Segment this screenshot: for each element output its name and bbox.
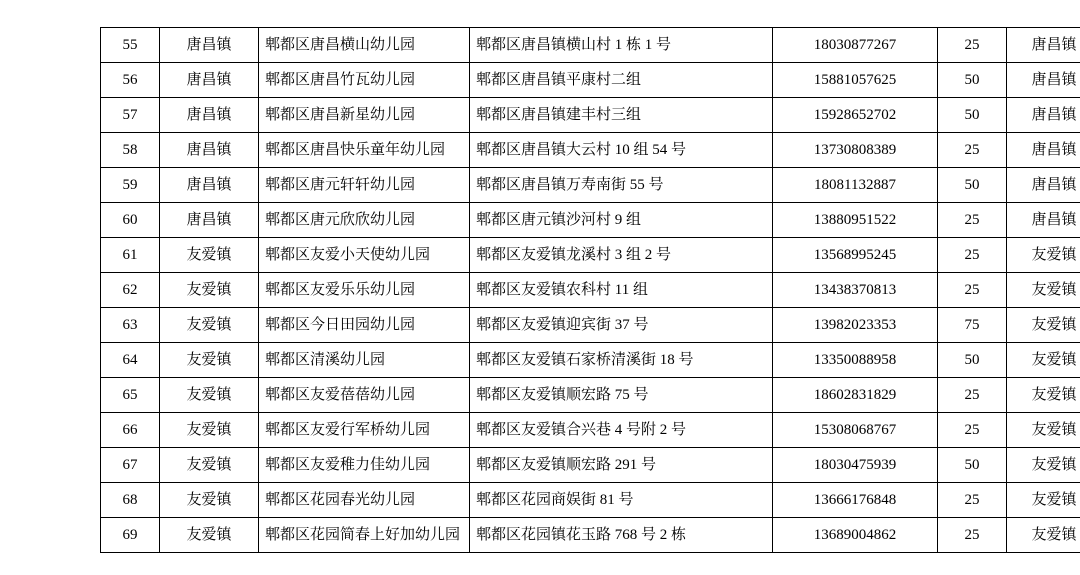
cell-address: 郫都区唐昌镇平康村二组: [470, 63, 773, 98]
cell-name: 郫都区友爱行军桥幼儿园: [259, 413, 470, 448]
cell-region: 唐昌镇: [1007, 98, 1080, 133]
cell-count: 50: [938, 63, 1007, 98]
cell-address: 郫都区友爱镇石家桥清溪街 18 号: [470, 343, 773, 378]
table-row: [101, 448, 1080, 483]
cell-name: 郫都区唐元轩轩幼儿园: [259, 168, 470, 203]
cell-name: 郫都区花园春光幼儿园: [259, 483, 470, 518]
cell-index: 64: [101, 343, 160, 378]
cell-town: 友爱镇: [160, 308, 259, 343]
cell-index: 66: [101, 413, 160, 448]
table-row: [101, 28, 1080, 63]
cell-index: 57: [101, 98, 160, 133]
cell-name: 郫都区友爱蓓蓓幼儿园: [259, 378, 470, 413]
cell-town: 唐昌镇: [160, 28, 259, 63]
cell-address: 郫都区花园商娱街 81 号: [470, 483, 773, 518]
cell-count: 50: [938, 448, 1007, 483]
cell-phone: 13568995245: [773, 238, 938, 273]
cell-index: 55: [101, 28, 160, 63]
cell-count: 25: [938, 28, 1007, 63]
cell-count: 50: [938, 343, 1007, 378]
table-row: [101, 238, 1080, 273]
cell-phone: 18030475939: [773, 448, 938, 483]
table-row: [101, 413, 1080, 448]
cell-name: 郫都区友爱乐乐幼儿园: [259, 273, 470, 308]
table-row: [101, 273, 1080, 308]
table-row: [101, 378, 1080, 413]
cell-town: 友爱镇: [160, 273, 259, 308]
table-row: [101, 98, 1080, 133]
cell-index: 67: [101, 448, 160, 483]
cell-region: 友爱镇: [1007, 518, 1080, 553]
table-row: [101, 168, 1080, 203]
cell-name: 郫都区唐元欣欣幼儿园: [259, 203, 470, 238]
cell-index: 60: [101, 203, 160, 238]
cell-index: 63: [101, 308, 160, 343]
cell-region: 唐昌镇: [1007, 28, 1080, 63]
cell-name: 郫都区今日田园幼儿园: [259, 308, 470, 343]
cell-region: 友爱镇: [1007, 238, 1080, 273]
cell-name: 郫都区唐昌竹瓦幼儿园: [259, 63, 470, 98]
cell-town: 友爱镇: [160, 518, 259, 553]
cell-name: 郫都区唐昌快乐童年幼儿园: [259, 133, 470, 168]
cell-phone: 13880951522: [773, 203, 938, 238]
cell-count: 75: [938, 308, 1007, 343]
cell-count: 25: [938, 133, 1007, 168]
cell-phone: 18030877267: [773, 28, 938, 63]
cell-count: 25: [938, 238, 1007, 273]
cell-name: 郫都区唐昌横山幼儿园: [259, 28, 470, 63]
table-row: [101, 203, 1080, 238]
cell-index: 65: [101, 378, 160, 413]
table-row: [101, 308, 1080, 343]
cell-count: 25: [938, 273, 1007, 308]
cell-address: 郫都区唐昌镇万寿南街 55 号: [470, 168, 773, 203]
cell-town: 友爱镇: [160, 378, 259, 413]
table-row: [101, 483, 1080, 518]
cell-town: 唐昌镇: [160, 168, 259, 203]
cell-name: 郫都区友爱稚力佳幼儿园: [259, 448, 470, 483]
cell-name: 郫都区友爱小天使幼儿园: [259, 238, 470, 273]
cell-count: 25: [938, 203, 1007, 238]
cell-index: 56: [101, 63, 160, 98]
table-row: [101, 63, 1080, 98]
cell-town: 友爱镇: [160, 413, 259, 448]
cell-phone: 18081132887: [773, 168, 938, 203]
cell-phone: 18602831829: [773, 378, 938, 413]
cell-phone: 15928652702: [773, 98, 938, 133]
cell-town: 友爱镇: [160, 238, 259, 273]
cell-address: 郫都区唐元镇沙河村 9 组: [470, 203, 773, 238]
cell-address: 郫都区友爱镇农科村 11 组: [470, 273, 773, 308]
kindergarten-table-container: [100, 27, 1077, 553]
table-row: [101, 343, 1080, 378]
cell-index: 61: [101, 238, 160, 273]
cell-town: 唐昌镇: [160, 63, 259, 98]
cell-region: 友爱镇: [1007, 448, 1080, 483]
cell-count: 25: [938, 518, 1007, 553]
cell-region: 友爱镇: [1007, 343, 1080, 378]
cell-address: 郫都区花园镇花玉路 768 号 2 栋: [470, 518, 773, 553]
cell-region: 友爱镇: [1007, 483, 1080, 518]
cell-index: 69: [101, 518, 160, 553]
cell-region: 友爱镇: [1007, 413, 1080, 448]
cell-region: 唐昌镇: [1007, 168, 1080, 203]
cell-region: 友爱镇: [1007, 308, 1080, 343]
cell-address: 郫都区唐昌镇横山村 1 栋 1 号: [470, 28, 773, 63]
cell-phone: 13438370813: [773, 273, 938, 308]
cell-phone: 15881057625: [773, 63, 938, 98]
table-row: [101, 518, 1080, 553]
cell-count: 25: [938, 483, 1007, 518]
cell-town: 友爱镇: [160, 448, 259, 483]
cell-index: 62: [101, 273, 160, 308]
cell-address: 郫都区唐昌镇建丰村三组: [470, 98, 773, 133]
cell-count: 25: [938, 378, 1007, 413]
cell-town: 唐昌镇: [160, 133, 259, 168]
cell-town: 唐昌镇: [160, 98, 259, 133]
cell-phone: 13982023353: [773, 308, 938, 343]
cell-region: 唐昌镇: [1007, 133, 1080, 168]
cell-name: 郫都区唐昌新星幼儿园: [259, 98, 470, 133]
cell-address: 郫都区友爱镇顺宏路 291 号: [470, 448, 773, 483]
cell-index: 68: [101, 483, 160, 518]
cell-address: 郫都区友爱镇顺宏路 75 号: [470, 378, 773, 413]
cell-phone: 13666176848: [773, 483, 938, 518]
cell-name: 郫都区花园简春上好加幼儿园: [259, 518, 470, 553]
cell-phone: 15308068767: [773, 413, 938, 448]
table-row: [101, 133, 1080, 168]
cell-index: 59: [101, 168, 160, 203]
cell-address: 郫都区友爱镇迎宾街 37 号: [470, 308, 773, 343]
cell-region: 友爱镇: [1007, 273, 1080, 308]
cell-region: 唐昌镇: [1007, 203, 1080, 238]
cell-address: 郫都区友爱镇龙溪村 3 组 2 号: [470, 238, 773, 273]
cell-address: 郫都区友爱镇合兴巷 4 号附 2 号: [470, 413, 773, 448]
cell-phone: 13689004862: [773, 518, 938, 553]
cell-town: 友爱镇: [160, 343, 259, 378]
table-body: [101, 28, 1080, 553]
cell-count: 50: [938, 98, 1007, 133]
cell-region: 唐昌镇: [1007, 63, 1080, 98]
cell-town: 友爱镇: [160, 483, 259, 518]
cell-phone: 13730808389: [773, 133, 938, 168]
cell-phone: 13350088958: [773, 343, 938, 378]
cell-index: 58: [101, 133, 160, 168]
cell-count: 25: [938, 413, 1007, 448]
cell-name: 郫都区清溪幼儿园: [259, 343, 470, 378]
cell-count: 50: [938, 168, 1007, 203]
cell-address: 郫都区唐昌镇大云村 10 组 54 号: [470, 133, 773, 168]
cell-town: 唐昌镇: [160, 203, 259, 238]
kindergarten-table: [100, 27, 1080, 553]
cell-region: 友爱镇: [1007, 378, 1080, 413]
